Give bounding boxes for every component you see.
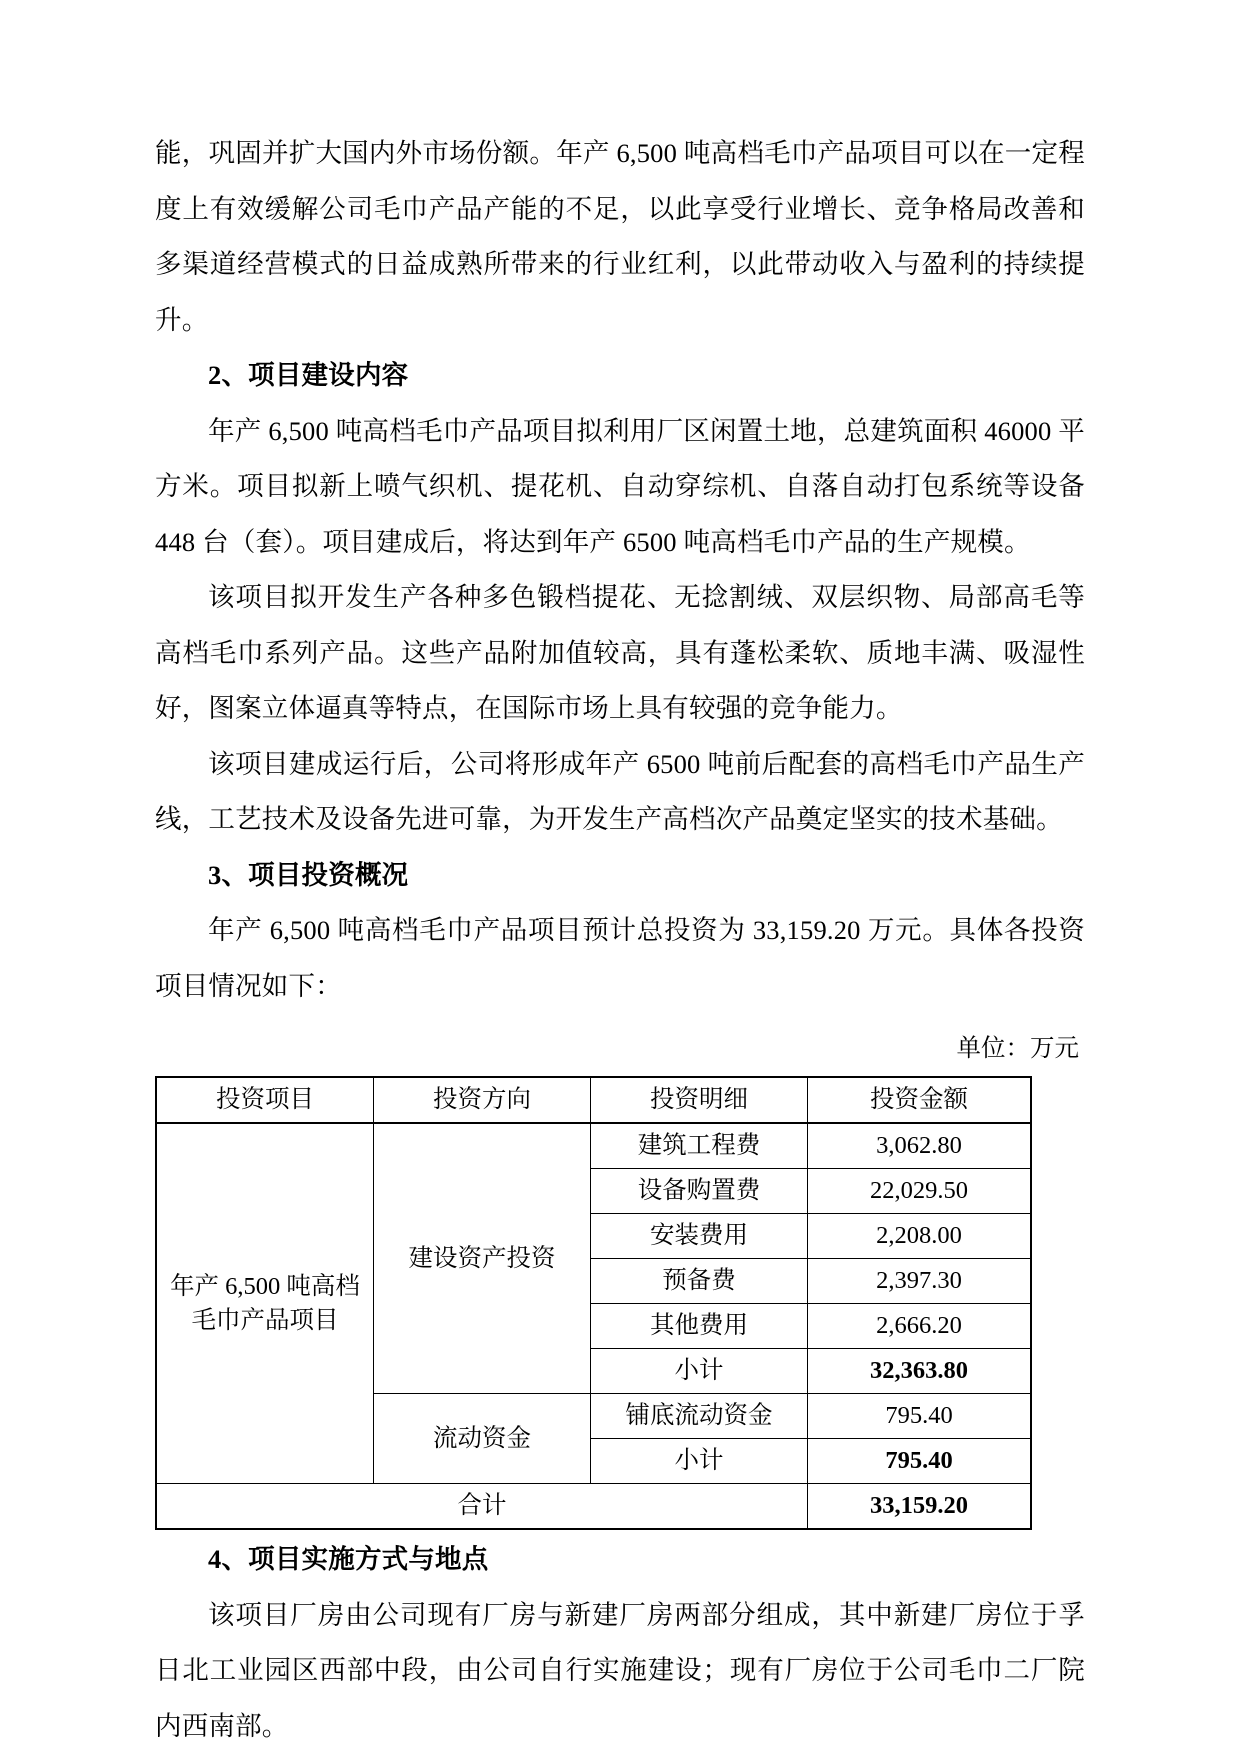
cell-direction-construction: 建设资产投资: [374, 1123, 591, 1394]
section-heading-2: 2、项目建设内容: [208, 360, 409, 390]
paragraph-body: 该项目建成运行后，公司将形成年产 6500 吨前后配套的高档毛巾产品生产线，工艺技术及设备先进可靠，为开发生产高档次产品奠定坚实的技术基础。: [155, 748, 1085, 834]
paragraph-body: 能，巩固并扩大国内外市场份额。年产 6,500 吨高档毛巾产品项目可以在一定程度上有效缓解公司毛巾产品产能的不足，以此享受行业增长、竞争格局改善和多渠道经营模式的日益成熟所带来的行业红利，以此带动收入与盈利的持续提升。: [155, 138, 1085, 335]
column-header-amount: 投资金额: [808, 1077, 1032, 1123]
cell-detail: 建筑工程费: [591, 1123, 808, 1169]
section-heading-4: 4、项目实施方式与地点: [208, 1544, 489, 1574]
cell-detail-subtotal: 小计: [591, 1439, 808, 1484]
cell-amount: 2,666.20: [808, 1304, 1032, 1349]
cell-detail: 预备费: [591, 1259, 808, 1304]
cell-amount-subtotal: 32,363.80: [808, 1349, 1032, 1394]
table-unit-label: 单位：万元: [956, 1035, 1079, 1062]
table-row-total: [156, 1484, 1031, 1530]
paragraph-body: 年产 6,500 吨高档毛巾产品项目拟利用厂区闲置土地，总建筑面积 46000 平方米。项目拟新上喷气织机、提花机、自动穿综机、自落自动打包系统等设备 448 台（套）。项目建成后，将达到年产 6500 吨高档毛巾产品的生产规模。: [155, 415, 1085, 557]
cell-amount: 795.40: [808, 1394, 1032, 1439]
cell-amount: 22,029.50: [808, 1169, 1032, 1214]
cell-amount-subtotal: 795.40: [808, 1439, 1032, 1484]
table-row: [156, 1123, 1031, 1169]
cell-detail: 其他费用: [591, 1304, 808, 1349]
section-heading-3: 3、项目投资概况: [208, 859, 409, 890]
cell-project-name: 年产 6,500 吨高档毛巾产品项目: [156, 1123, 374, 1484]
cell-detail: 安装费用: [591, 1214, 808, 1259]
paragraph-body: 年产 6,500 吨高档毛巾产品项目预计总投资为 33,159.20 万元。具体各投资项目情况如下：: [155, 915, 1085, 1001]
cell-amount: 2,397.30: [808, 1259, 1032, 1304]
column-header-detail: 投资明细: [591, 1077, 808, 1123]
investment-table: [155, 1076, 1032, 1530]
paragraph-body: 该项目拟开发生产各种多色锻档提花、无捻割绒、双层织物、局部高毛等高档毛巾系列产品。这些产品附加值较高，具有蓬松柔软、质地丰满、吸湿性好，图案立体逼真等特点，在国际市场上具有较强的竞争能力。: [155, 582, 1085, 723]
cell-detail: 设备购置费: [591, 1169, 808, 1214]
cell-amount: 3,062.80: [808, 1123, 1032, 1169]
cell-detail-subtotal: 小计: [591, 1349, 808, 1394]
column-header-direction: 投资方向: [374, 1077, 591, 1123]
table-header-row: [156, 1077, 1031, 1123]
cell-total-amount: 33,159.20: [808, 1484, 1032, 1530]
cell-amount: 2,208.00: [808, 1214, 1032, 1259]
cell-total-label: 合计: [156, 1484, 808, 1530]
cell-detail: 铺底流动资金: [591, 1394, 808, 1439]
cell-direction-working-capital: 流动资金: [374, 1394, 591, 1484]
column-header-project: 投资项目: [156, 1077, 374, 1123]
paragraph-body: 该项目厂房由公司现有厂房与新建厂房两部分组成，其中新建厂房位于孚日北工业园区西部中段，由公司自行实施建设；现有厂房位于公司毛巾二厂院内西南部。: [155, 1599, 1085, 1741]
